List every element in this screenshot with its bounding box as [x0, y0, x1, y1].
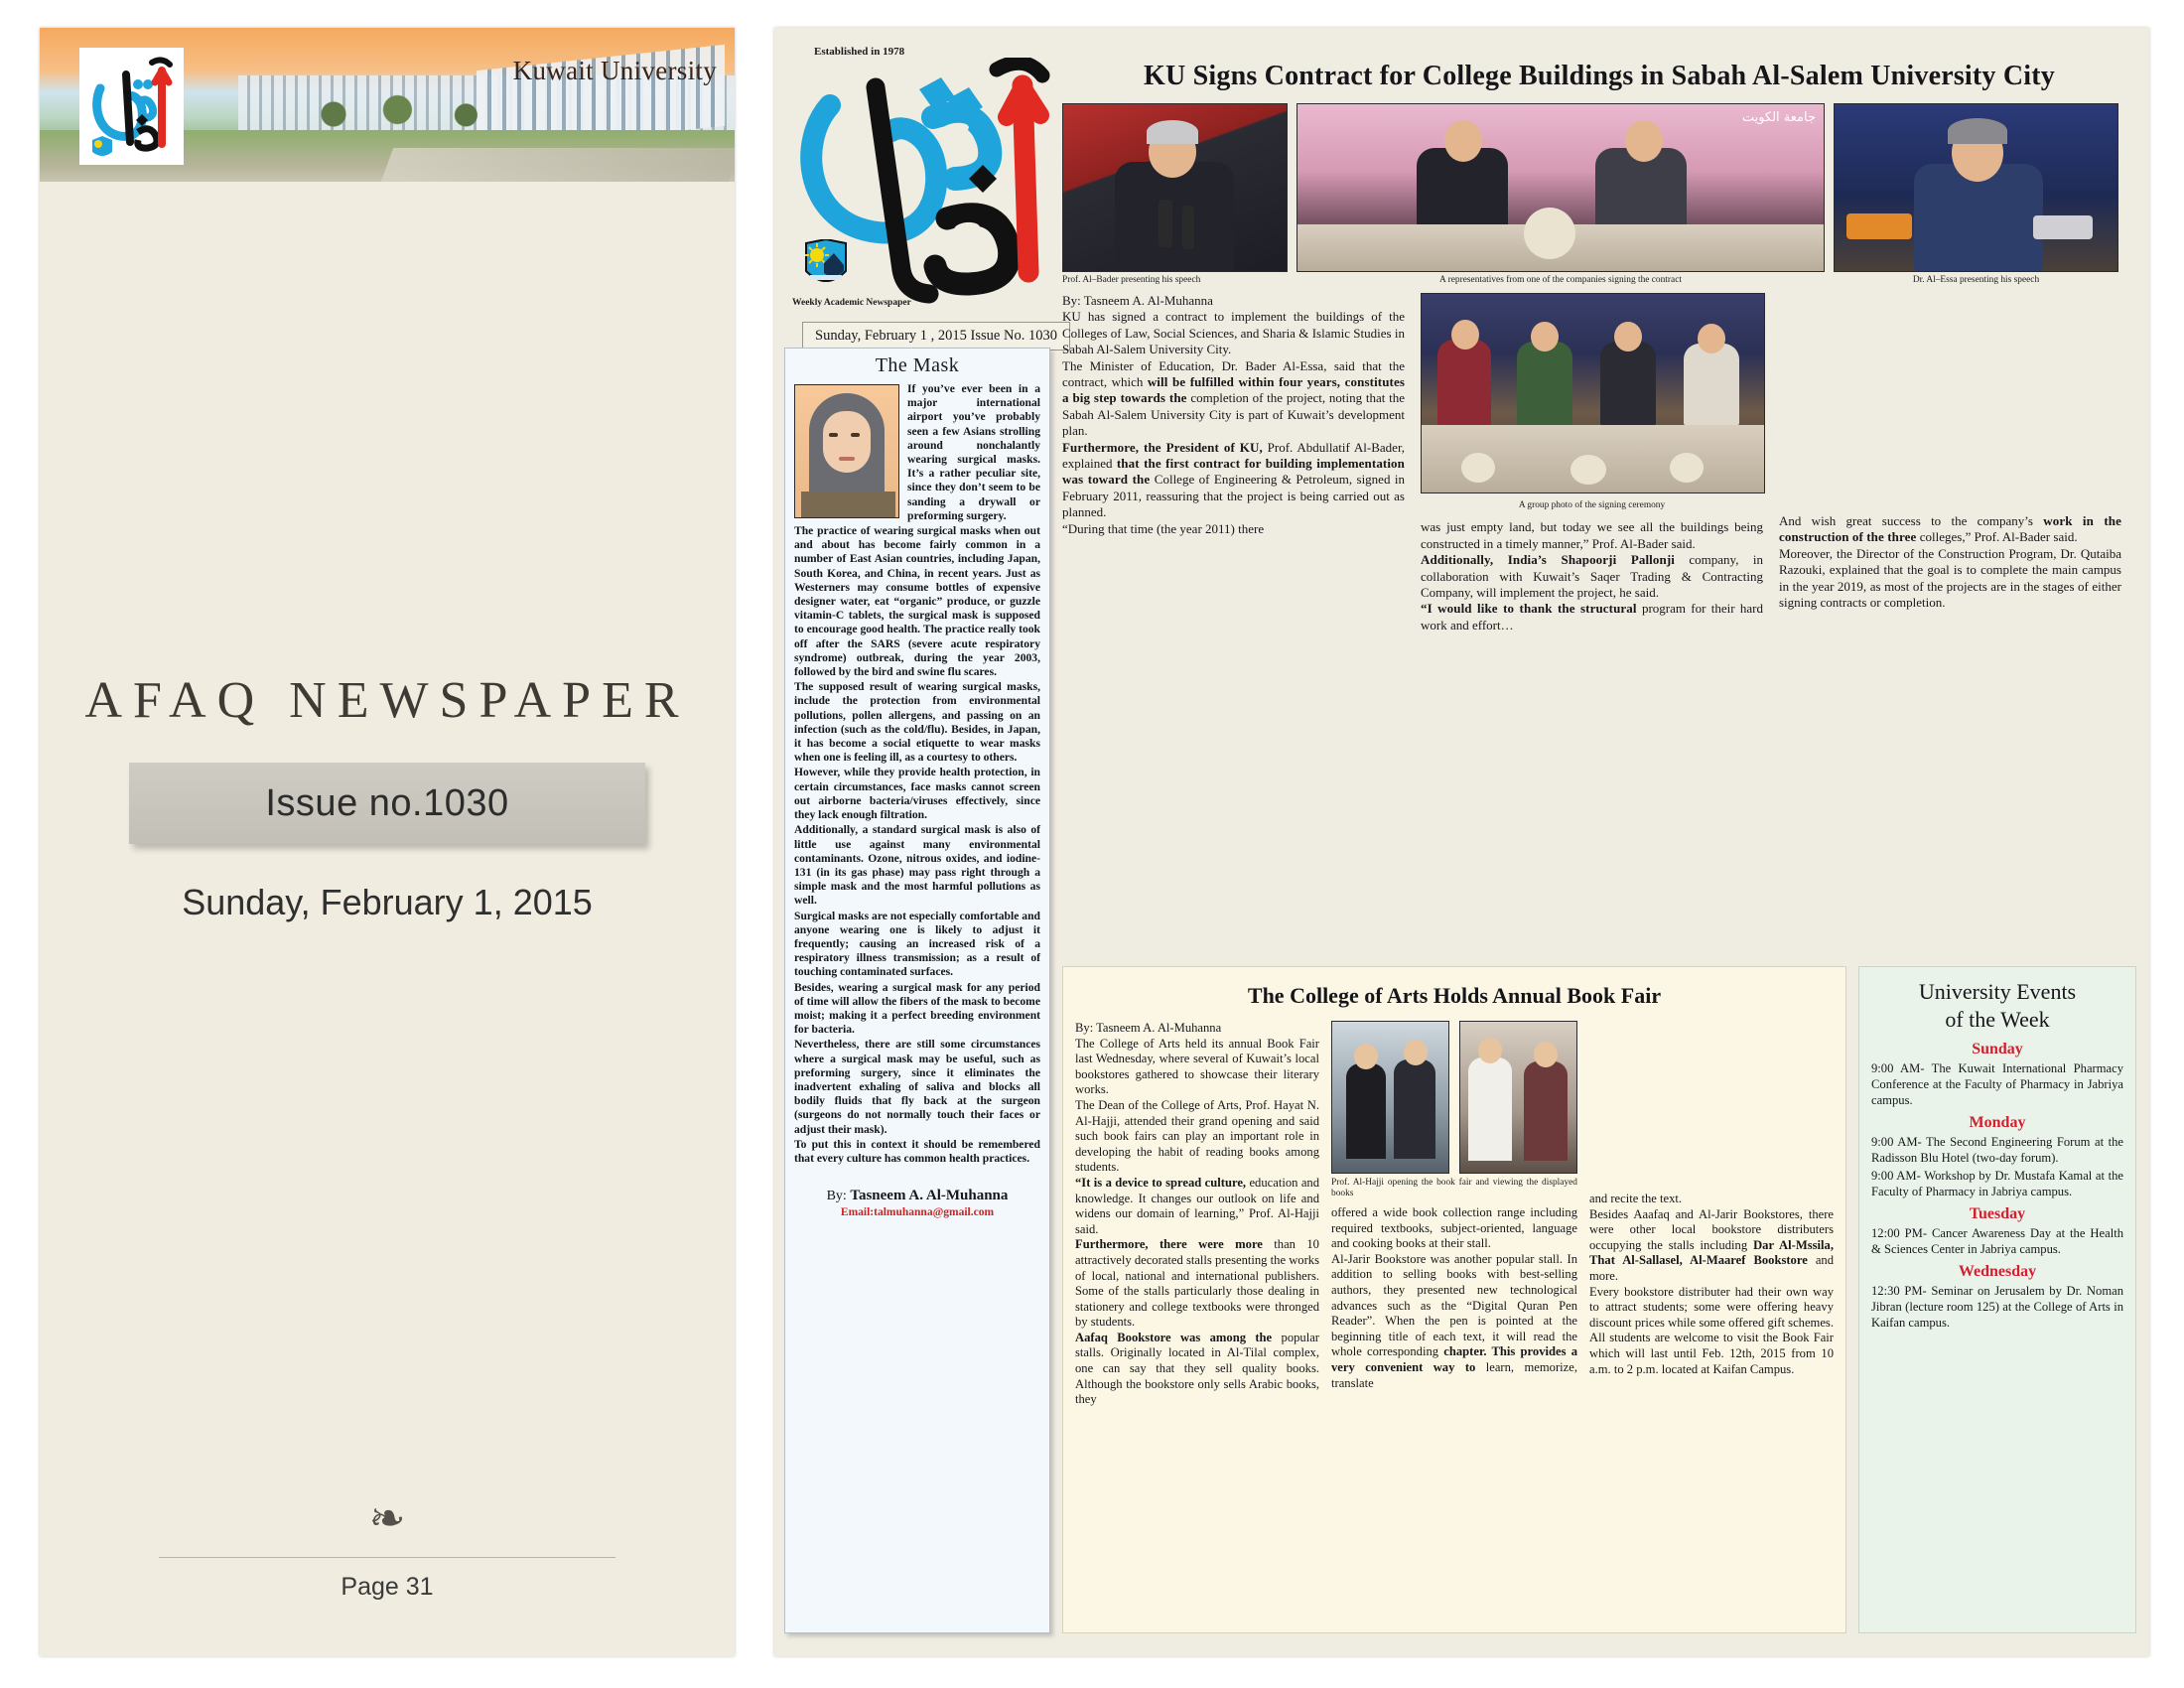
photo-shape-head	[1444, 120, 1482, 162]
column-spacer	[1779, 293, 2121, 513]
lead-photo-row	[1062, 103, 2136, 285]
book-fair-paragraph	[1331, 1252, 1577, 1391]
photo-shape-hair	[1147, 120, 1198, 144]
masthead-date-bar	[802, 322, 1070, 351]
lead-column-1	[1062, 293, 1405, 633]
photo-shape-figure	[1524, 1061, 1568, 1161]
book-fair-photo-2	[1459, 1021, 1577, 1174]
lead-wide-photo-caption: A group photo of the signing ceremony	[1518, 500, 1666, 510]
mask-article-panel	[784, 348, 1050, 1633]
photo-shape-flowers	[1524, 208, 1575, 259]
lead-article	[1062, 46, 2136, 633]
banner-trees	[288, 87, 516, 132]
masthead	[792, 36, 1070, 344]
lead-text-bold: will be fulfilled within four years, constitutes a big step towards the	[1062, 374, 1405, 406]
lead-column-3	[1779, 293, 2121, 633]
banner-pathway	[381, 148, 735, 182]
lead-text-bold: Additionally, India’s Shapoorji Pallonji	[1421, 552, 1675, 568]
photo-shape-scarf	[801, 492, 895, 517]
issue-label: Issue no.1030	[265, 781, 509, 824]
photo-shape-eye-left	[829, 433, 838, 437]
lead-text: And wish great success to the company’s	[1779, 513, 2044, 528]
photo-shape-head	[1625, 120, 1663, 162]
lead-text: College of Engineering & Petroleum, signed in February 2011, reassuring that the project is being carried out as planned.	[1062, 472, 1405, 520]
lead-text-bold: work in the construction of the three	[1779, 513, 2121, 545]
events-day-heading: Sunday	[1972, 1041, 2023, 1057]
photo-shape-figure	[1517, 342, 1572, 425]
photo-shape-head	[1531, 322, 1559, 352]
cover-rule	[159, 1557, 615, 1558]
lead-text: completion of the project, noting that the Sabah Al-Salem University City is part of Kuwait’s development plan.	[1062, 390, 1405, 439]
book-fair-text: Besides Aaafaq and Al-Jarir Bookstores, there were other local bookstore distributers occupying the stalls including	[1589, 1206, 1834, 1252]
university-events-sidebar	[1858, 966, 2136, 1633]
mask-paragraph: If you’ve ever been in a major international airport you’ve probably seen a few Asians strolling around nonchalantly wearing surgical masks. It’s a rather peculiar site, since they don’t seem to be sanding a drywall or preforming surgery.	[907, 382, 1040, 522]
events-item: 9:00 AM- The Kuwait International Pharmacy Conference at the Faculty of Pharmacy in Jabriya campus.	[1871, 1061, 2123, 1107]
book-fair-text-bold: Dar Al-Mssila, That Al-Sallasel, Al-Maaref Bookstore	[1589, 1237, 1834, 1268]
lead-text-bold: that the first contract for building implementation was toward the	[1062, 456, 1405, 488]
events-day-heading: Wednesday	[1958, 1263, 2037, 1280]
lead-photo-1-caption: Prof. Al–Bader presenting his speech	[1062, 275, 1201, 285]
lead-photo-3	[1834, 103, 2118, 272]
lead-column-2	[1421, 293, 1763, 633]
issue-badge	[129, 763, 645, 844]
masthead-tagline: Weekly Academic Newspaper	[792, 298, 911, 308]
events-day-heading: Monday	[1969, 1114, 2026, 1131]
lead-byline: By: Tasneem A. Al-Muhanna	[1062, 293, 1213, 308]
mask-paragraph: Nevertheless, there are still some circumstances where a surgical mask may be useful, such as preforming surgery, since it eliminates the inadvertent exhaling of saliva and blocks all bodily fluids that fly back at the surgeon (surgeons do not normally touch their faces or adjust their mask).	[794, 1038, 1040, 1136]
book-fair-text: than 10 attractively decorated stalls presenting the works of local, national and international publishers. Some of the stalls particularly those dealing in stationery and college textbooks were thronged by students.	[1075, 1237, 1319, 1330]
lead-photo-2-caption: A representatives from one of the companies signing the contract	[1439, 275, 1682, 285]
book-fair-paragraph: offered a wide book collection range including required textbooks, subject-oriented, language and cooking books at their stall.	[1331, 1205, 1577, 1251]
lead-paragraph: was just empty land, but today we see all the buildings being constructed in a timely manner,” Prof. Al-Bader said.	[1421, 519, 1763, 551]
left-cover-page	[40, 28, 735, 1656]
lead-wide-photo	[1421, 293, 1765, 493]
photo-shape-eye-right	[851, 433, 860, 437]
lead-paragraph: “During that time (the year 2011) there	[1062, 520, 1265, 536]
events-item: 12:30 PM- Seminar on Jerusalem by Dr. Noman Jibran (lecture room 125) at the College of Arts in Kaifan campus.	[1871, 1284, 2123, 1330]
photo-shape-figure	[1684, 344, 1739, 425]
events-title-line1: University Events	[1918, 979, 2077, 1004]
photo-shape-microphone	[1182, 206, 1194, 249]
mask-paragraph: The supposed result of wearing surgical masks, include the protection from environmental pollutions, pollen allergens, and passing on an infection (such as the cold/flu). Besides, in Japan, it has become a social etiquette to wear masks when one is feeling ill, as a courtesy to others.	[794, 680, 1040, 765]
events-day-heading: Tuesday	[1969, 1205, 2026, 1222]
banner-university-name: Kuwait University	[512, 56, 717, 85]
photo-shape-head	[1404, 1040, 1428, 1065]
cover-banner	[40, 28, 735, 182]
photo-shape-flowers	[1670, 453, 1704, 483]
lead-photo-1	[1062, 103, 1288, 272]
lead-paragraph: Moreover, the Director of the Construction Program, Dr. Qutaiba Razouki, explained that the goal is to complete the main campus in the year 2019, as most of the projects are in the stages of either signing contracts or completion.	[1779, 545, 2121, 611]
mask-author-photo	[794, 384, 899, 518]
page-number: Page 31	[341, 1573, 434, 1601]
lead-photo-2	[1297, 103, 1825, 272]
photo-shape-flowers	[1570, 455, 1606, 485]
photo-shape-head	[1614, 322, 1642, 352]
lead-paragraph	[1421, 552, 1763, 601]
book-fair-text-bold: Furthermore, there were more	[1075, 1237, 1263, 1252]
book-fair-headline: The College of Arts Holds Annual Book Fair	[1247, 983, 1662, 1008]
lead-paragraph	[1062, 358, 1405, 440]
mask-paragraph: However, while they provide health protection, in certain circumstances, face masks cannot screen out airborne bacteria/viruses effectively, since they lack enough filtration.	[794, 766, 1040, 822]
book-fair-paragraph: The College of Arts held its annual Book Fair last Wednesday, where several of Kuwait’s local bookstores gathered to showcase their literary works.	[1075, 1036, 1319, 1097]
lead-paragraph	[1779, 513, 2121, 546]
photo-shape-mouth	[839, 457, 855, 461]
book-fair-paragraph	[1075, 1237, 1319, 1331]
book-fair-columns	[1075, 1021, 1834, 1408]
book-fair-paragraph: Every bookstore distributer had their own way to attract students; some were offering heavy discount prices while some offered gift schemes. All students are welcome to visit the Book Fair which will last until Feb. 12th, 2015 from 10 a.m. to 2 p.m. located at Kaifan Campus.	[1589, 1284, 1834, 1376]
book-fair-paragraph	[1075, 1176, 1319, 1237]
lead-paragraph: KU has signed a contract to implement the buildings of the Colleges of Law, Social Sciences, and Sharia & Islamic Studies in Sabah Al-Salem University City.	[1062, 309, 1405, 357]
lead-paragraph	[1421, 601, 1763, 633]
photo-shape-figure	[1437, 340, 1491, 425]
photo-arabic-banner-text: جامعة الكويت	[1741, 110, 1816, 125]
mask-byline-name: Tasneem A. Al-Muhanna	[850, 1188, 1009, 1204]
right-front-page	[774, 28, 2149, 1656]
book-fair-byline: By: Tasneem A. Al-Muhanna	[1075, 1021, 1222, 1035]
photo-shape-figure	[1115, 162, 1234, 271]
book-fair-column-3	[1589, 1021, 1834, 1408]
book-fair-text-bold: “It is a device to spread culture,	[1075, 1175, 1247, 1190]
established-label: Established in 1978	[814, 46, 905, 58]
photo-shape-head	[1478, 1038, 1502, 1063]
photo-shape-figure	[1394, 1059, 1435, 1159]
kuwait-university-shield-icon	[804, 239, 848, 291]
book-fair-photo-1	[1331, 1021, 1449, 1174]
book-fair-photo-row	[1331, 1021, 1577, 1174]
book-fair-paragraph: The Dean of the College of Arts, Prof. Hayat N. Al-Hajji, attended their grand opening and said such book fairs can play an important role in developing the habit of reading books among students.	[1075, 1097, 1319, 1175]
lead-text: company, in collaboration with Kuwait’s Saqer Trading & Contracting Company, will implement the project, he said.	[1421, 552, 1764, 601]
cover-title: AFAQ NEWSPAPER	[84, 672, 690, 729]
lead-headline: KU Signs Contract for College Buildings in Sabah Al-Salem University City	[1144, 61, 2055, 91]
photo-shape-head	[1354, 1044, 1378, 1069]
mask-article-title: The Mask	[875, 354, 960, 376]
events-item: 12:00 PM- Cancer Awareness Day at the Health & Sciences Center in Jabriya campus.	[1871, 1226, 2123, 1256]
events-item: 9:00 AM- The Second Engineering Forum at the Radisson Blu Hotel (two-day forum).	[1871, 1135, 2123, 1165]
lead-text: The Minister of Education, Dr. Bader Al-Essa, said that the contract, which	[1062, 357, 1405, 390]
mask-paragraph: Besides, wearing a surgical mask for any period of time will allow the fibers of the mask to become moist; making it a perfect breeding environment for bacteria.	[794, 980, 1040, 1037]
cover-date: Sunday, February 1, 2015	[182, 882, 593, 922]
book-fair-text-bold: Aafaq Bookstore was among the	[1075, 1330, 1273, 1344]
events-title-line2: of the Week	[1945, 1007, 2050, 1032]
photo-shape-flowers	[1461, 453, 1495, 483]
lead-text: program for their hard work and effort…	[1421, 601, 1764, 633]
mask-paragraph: Additionally, a standard surgical mask is also of little use against many environmental contaminants. Ozone, nitrous oxides, and iodine-131 (in its gas phase) may pass right through a simple mask and the most harmful pollutions as well.	[794, 823, 1040, 908]
ornament-divider: ❧	[368, 1493, 406, 1544]
book-fair-article	[1062, 966, 1846, 1633]
lead-paragraph	[1062, 440, 1405, 521]
photo-shape-face	[823, 411, 871, 473]
book-fair-paragraph: and recite the text.	[1589, 1192, 1683, 1205]
afaq-logo-icon	[79, 48, 184, 165]
column-spacer	[1589, 1021, 1834, 1192]
book-fair-paragraph	[1075, 1331, 1319, 1408]
book-fair-column-1	[1075, 1021, 1319, 1408]
book-fair-text: learn, memorize, translate	[1331, 1359, 1577, 1390]
photo-shape-figure	[1600, 342, 1656, 425]
book-fair-photo-caption: Prof. Al-Hajji opening the book fair and viewing the displayed books	[1331, 1178, 1577, 1198]
photo-shape-figure	[1468, 1057, 1512, 1161]
book-fair-column-2	[1331, 1021, 1577, 1408]
lead-text: Prof. Abdullatif Al-Bader, explained	[1062, 439, 1405, 472]
lead-photo-3-caption: Dr. Al–Essa presenting his speech	[1912, 275, 2040, 285]
masthead-date-text: Sunday, February 1 , 2015 Issue No. 1030	[815, 328, 1057, 344]
photo-shape-microphone	[2033, 215, 2093, 239]
mask-byline-prefix: By:	[826, 1189, 851, 1204]
mask-byline	[794, 1188, 1040, 1204]
mask-paragraph: Surgical masks are not especially comfortable and anyone wearing one is likely to adjust it frequently; causing an increased risk of a respiratory illness transmission; as a result of touching contaminated surfaces.	[794, 909, 1040, 979]
photo-shape-hair	[1948, 118, 2007, 144]
photo-shape-head	[1534, 1042, 1558, 1067]
lead-text: colleges,” Prof. Al-Bader said.	[1919, 529, 2078, 545]
events-item: 9:00 AM- Workshop by Dr. Mustafa Kamal at the Faculty of Pharmacy in Jabriya campus.	[1871, 1169, 2123, 1198]
photo-shape-head	[1698, 324, 1725, 353]
book-fair-paragraph	[1589, 1207, 1834, 1285]
photo-shape-figure	[1346, 1063, 1386, 1159]
lead-body-columns	[1062, 293, 2136, 633]
book-fair-text: popular stalls. Originally located in Al-Tilal complex, one can say that they sell quality books. Although the bookstore only sells Arabic books, they	[1075, 1330, 1319, 1407]
lead-text-bold: Furthermore, the President of KU,	[1062, 439, 1263, 455]
book-fair-text-bold: chapter. This provides a very convenient way to	[1331, 1344, 1577, 1374]
book-fair-text: education and knowledge. It changes our outlook on life and widens our domain of learning,” Prof. Al-Hajji said.	[1075, 1175, 1320, 1236]
photo-shape-microphone	[1159, 200, 1172, 247]
photo-shape-microphone	[1846, 213, 1912, 239]
mask-paragraph: To put this in context it should be remembered that every culture has common health practices.	[794, 1137, 1040, 1165]
book-fair-text: Al-Jarir Bookstore was another popular stall. In addition to selling books with best-selling authors, they presented new technological advances such as the “Digital Quran Pen Reader”. When the pen is pointed at the beginning title of each text, it will read the whole corresponding	[1331, 1251, 1577, 1359]
photo-shape-head	[1451, 320, 1479, 350]
lead-text-bold: “I would like to thank the structural	[1421, 601, 1637, 617]
mask-author-email[interactable]: Email:talmuhanna@gmail.com	[840, 1206, 995, 1219]
book-fair-text: and more.	[1589, 1253, 1834, 1283]
mask-paragraph: The practice of wearing surgical masks when out and about has become fairly common in a number of East Asian countries, including Japan, South Korea, and China, in recent years. Just as Westerners may consume bottles of expensive designer water, eat “organic” produce, or guzzle vitamin-C tablets, the surgical mask is supposed to encourage good health. The practice really took off after the SARS (severe acute respiratory syndrome) outbreak, during the year 2003, followed by the bird and swine flu scares.	[794, 524, 1040, 679]
